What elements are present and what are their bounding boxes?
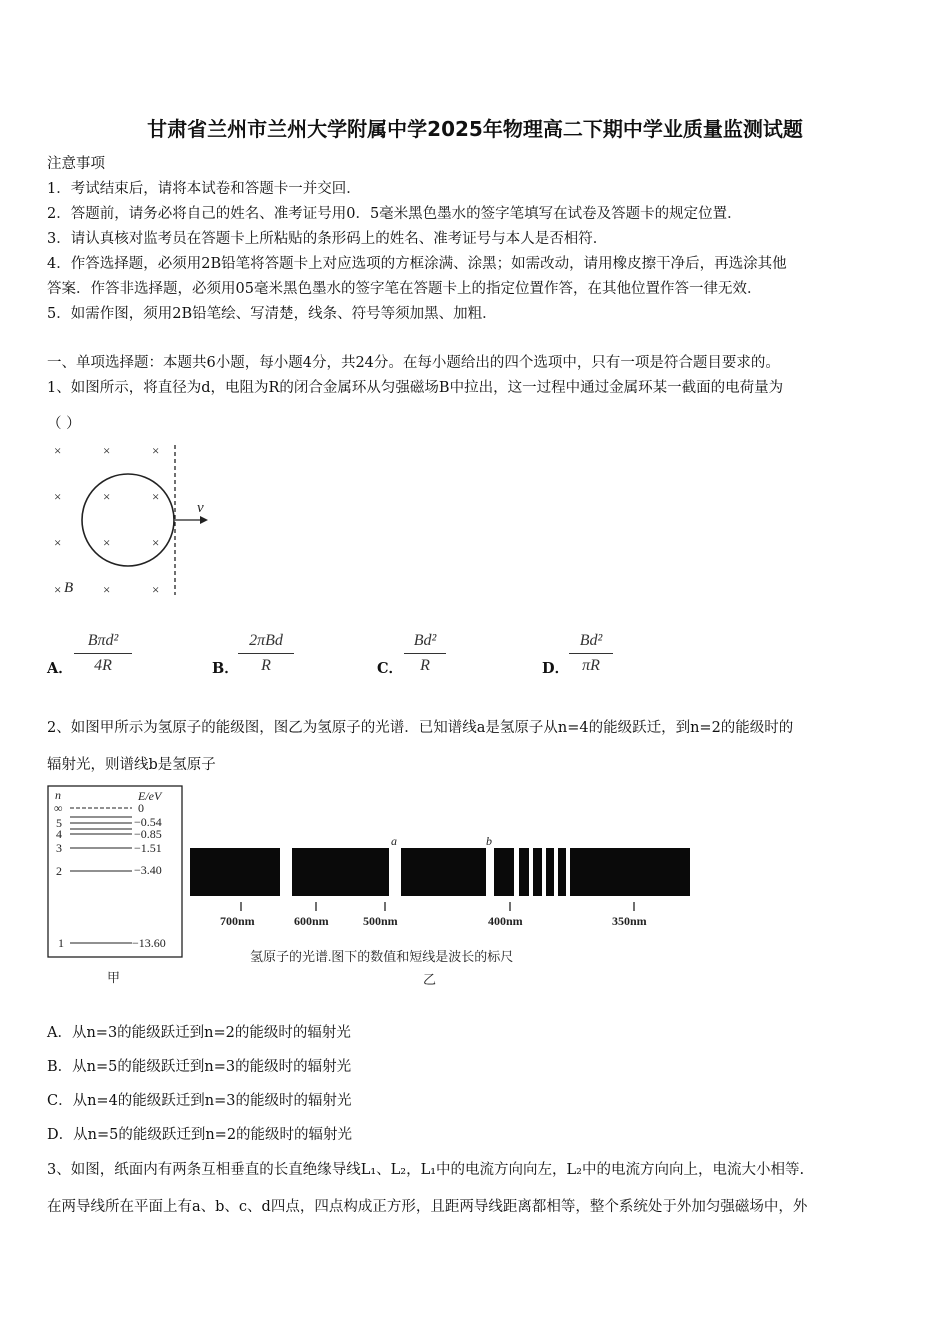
spectrum-mark-a: a <box>391 834 397 848</box>
level-header-n: n <box>55 788 61 802</box>
label-yi: 乙 <box>423 972 437 987</box>
notice-item-1: 1．考试结束后，请将本试卷和答题卡一并交回． <box>47 181 361 197</box>
level-n-4: 4 <box>56 827 62 841</box>
q1-option-d-label: D． <box>542 660 570 677</box>
q1-option-c-num: Bd² <box>404 632 446 654</box>
q1-option-b-den: R <box>261 657 271 674</box>
level-header-E: E/eV <box>138 789 162 803</box>
level-E-2: −3.40 <box>134 863 162 877</box>
notice-item-4-cont: 答案．作答非选择题，必须用05毫米黑色墨水的签字笔在答题卡上的指定位置作答，在其他位置作答一律无效． <box>47 281 762 297</box>
notice-item-2: 2．答题前，请务必将自己的姓名、准考证号用0．5毫米黑色墨水的签字笔填写在试卷及答题卡的规定位置． <box>47 206 742 222</box>
q2-hydrogen-figure <box>45 783 705 993</box>
spectrum-band <box>190 848 690 896</box>
q1-option-a-fraction <box>74 632 132 675</box>
wavelength-600: 600nm <box>294 914 329 928</box>
q2-option-b: B．从n=5的能级跃迁到n=3的能级时的辐射光 <box>47 1059 352 1075</box>
notice-item-3: 3．请认真核对监考员在答题卡上所粘贴的条形码上的姓名、准考证号与本人是否相符． <box>47 231 608 247</box>
q2-option-d: D．从n=5的能级跃迁到n=2的能级时的辐射光 <box>47 1127 353 1143</box>
svg-text:×: × <box>54 582 62 597</box>
field-crosses <box>54 443 159 597</box>
q2-stem-line-2: 辐射光，则谱线b是氢原子 <box>47 757 216 773</box>
svg-text:×: × <box>152 582 160 597</box>
q3-stem-line-2: 在两导线所在平面上有a、b、c、d四点，四点构成正方形，且距两导线距离都相等，整个系统处于外加匀强磁场中，外 <box>47 1199 808 1215</box>
svg-text:×: × <box>152 443 160 458</box>
svg-text:×: × <box>54 535 62 550</box>
wavelength-500: 500nm <box>363 914 398 928</box>
wavelength-350: 350nm <box>612 914 647 928</box>
page-title: 甘肃省兰州市兰州大学附属中学2025年物理高二下期中学业质量监测试题 <box>147 117 803 141</box>
q2-stem-line-1: 2、如图甲所示为氢原子的能级图，图乙为氢原子的光谱．已知谱线a是氢原子从n=4的能级跃迁，到n=2的能级时的 <box>47 720 794 736</box>
metal-ring <box>82 474 174 566</box>
spectrum-caption: 氢原子的光谱.图下的数值和短线是波长的标尺 <box>250 949 514 964</box>
wavelength-700: 700nm <box>220 914 255 928</box>
wavelength-ticks <box>241 902 634 911</box>
section-heading: 一、单项选择题：本题共6小题，每小题4分，共24分。在每小题给出的四个选项中，只有一项是符合题目要求的。 <box>47 355 780 371</box>
spectrum-mark-b: b <box>486 834 492 848</box>
svg-text:×: × <box>103 443 111 458</box>
level-n-3: 3 <box>56 841 62 855</box>
q1-option-d-fraction <box>569 632 613 675</box>
label-jia: 甲 <box>107 970 121 985</box>
notice-item-5: 5．如需作图，须用2B铅笔绘、写清楚，线条、符号等须加黑、加粗． <box>47 306 497 322</box>
q1-option-a-label: A． <box>47 660 73 677</box>
level-n-5: 5 <box>56 816 62 830</box>
svg-text:×: × <box>103 535 111 550</box>
q1-option-b-num: 2πBd <box>238 632 294 654</box>
q1-option-d-num: Bd² <box>569 632 613 654</box>
q1-option-c-den: R <box>420 657 430 674</box>
q1-option-a-num: Bπd² <box>74 632 132 654</box>
svg-text:×: × <box>152 489 160 504</box>
q2-option-c: C．从n=4的能级跃迁到n=3的能级时的辐射光 <box>47 1093 352 1109</box>
level-n-inf: ∞ <box>54 801 63 815</box>
svg-text:×: × <box>54 443 62 458</box>
label-B: B <box>64 580 74 596</box>
q3-stem-line-1: 3、如图，纸面内有两条互相垂直的长直绝缘导线L₁、L₂，L₁中的电流方向向左，L₂中的电流方向向上，电流大小相等. <box>47 1162 805 1178</box>
level-n-1: 1 <box>58 936 64 950</box>
q1-blank: （ ） <box>47 416 81 432</box>
level-E-0: 0 <box>138 801 144 815</box>
level-E-3: −1.51 <box>134 841 162 855</box>
q1-magnetic-field-figure <box>45 440 225 605</box>
q1-option-b-fraction <box>238 632 294 675</box>
level-E-1: −13.60 <box>132 936 166 950</box>
q1-option-a-den: 4R <box>94 657 112 674</box>
svg-text:×: × <box>103 582 111 597</box>
svg-text:×: × <box>152 535 160 550</box>
notice-item-4: 4．作答选择题，必须用2B铅笔将答题卡上对应选项的方框涂满、涂黑；如需改动，请用橡皮擦干净后，再选涂其他 <box>47 256 787 272</box>
svg-text:×: × <box>103 489 111 504</box>
svg-text:×: × <box>54 489 62 504</box>
q1-option-b-label: B． <box>212 660 239 677</box>
level-E-4: −0.85 <box>134 827 162 841</box>
level-E-5: −0.54 <box>134 815 162 829</box>
q1-option-c-fraction <box>404 632 446 675</box>
q1-option-d-den: πR <box>582 657 600 674</box>
notice-heading: 注意事项 <box>47 156 105 172</box>
wavelength-400: 400nm <box>488 914 523 928</box>
q1-option-c-label: C． <box>377 660 404 677</box>
q1-stem: 1、如图所示，将直径为d，电阻为R的闭合金属环从匀强磁场B中拉出，这一过程中通过金属环某一截面的电荷量为 <box>47 380 784 396</box>
q2-option-a: A．从n=3的能级跃迁到n=2的能级时的辐射光 <box>47 1025 351 1041</box>
level-n-2: 2 <box>56 864 62 878</box>
label-v: v <box>197 500 204 516</box>
